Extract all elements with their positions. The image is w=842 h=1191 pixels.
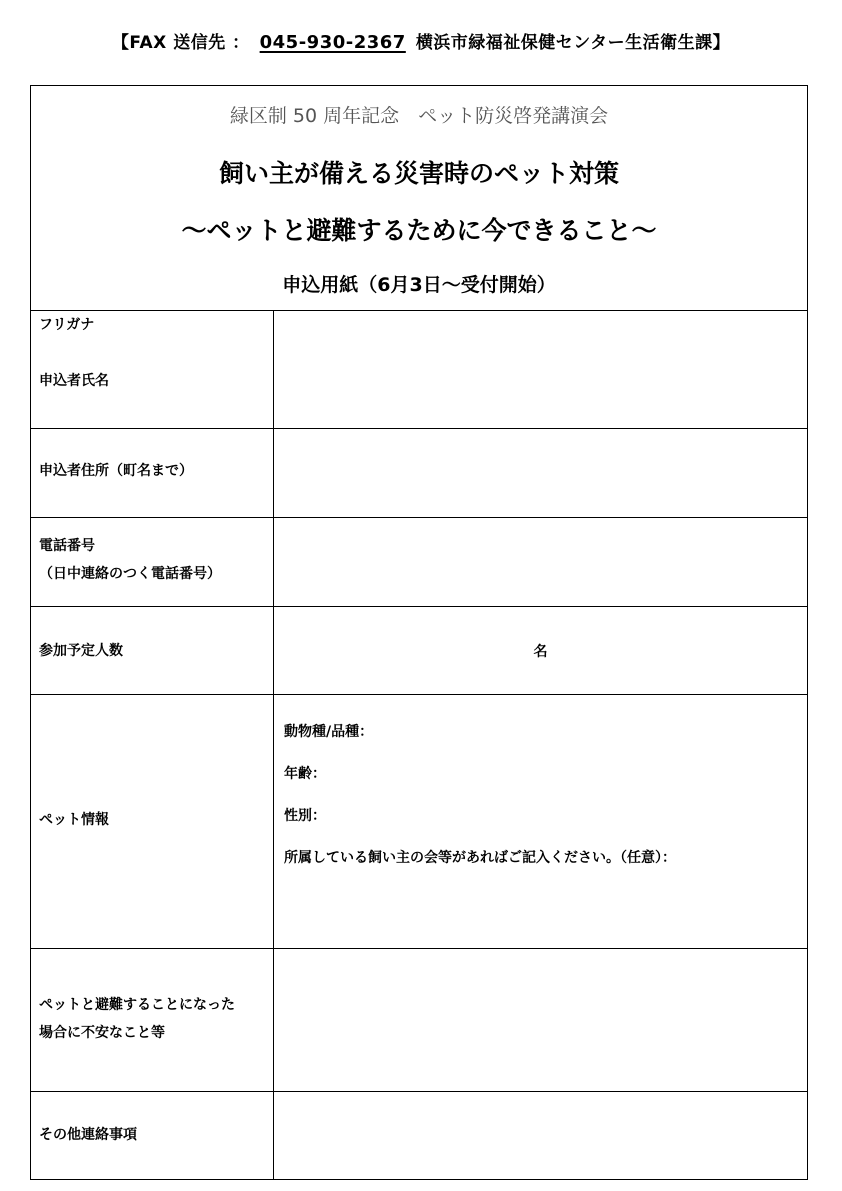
pet-club-label: 所属している飼い主の会等があればご記入ください。（任意）： <box>284 850 676 866</box>
event-subtitle: 緑区制 50 周年記念 ペット防災啓発講演会 <box>229 105 609 127</box>
other-row <box>31 1092 807 1179</box>
concerns-label-line2: 場合に不安なこと等 <box>39 1025 165 1041</box>
pet-info-row <box>31 695 807 949</box>
pet-age-label: 年齢： <box>284 766 326 782</box>
furigana-label: フリガナ <box>39 317 95 333</box>
applicant-name-label: 申込者氏名 <box>39 373 109 389</box>
fax-recipient: 横浜市緑福祉保健センター生活衛生課】 <box>415 33 731 53</box>
phone-field[interactable] <box>274 518 807 606</box>
fax-destination-header <box>0 28 842 53</box>
other-field[interactable] <box>274 1092 807 1179</box>
fax-number: 045-930-2367 <box>259 32 406 53</box>
name-label-cell <box>31 311 274 428</box>
phone-label: 電話番号 <box>39 538 95 554</box>
fax-prefix: 【FAX 送信先 ： <box>111 33 250 53</box>
concerns-row <box>31 949 807 1092</box>
attendees-label: 参加予定人数 <box>39 643 123 659</box>
attendees-field[interactable] <box>274 607 807 694</box>
lecture-title: 飼い主が備える災害時のペット対策 <box>218 159 619 188</box>
phone-row <box>31 518 807 607</box>
concerns-label: ペットと避難することになった <box>39 997 235 1013</box>
pet-species-label: 動物種/品種： <box>284 724 374 740</box>
pet-info-field[interactable] <box>274 695 807 948</box>
title-section <box>31 86 807 311</box>
address-label: 申込者住所（町名まで） <box>39 463 193 479</box>
attendees-label-cell <box>31 607 274 694</box>
address-field[interactable] <box>274 429 807 517</box>
pet-sex-label: 性別： <box>284 808 326 824</box>
form-type-heading: 申込用紙（6月3日～受付開始） <box>282 274 556 296</box>
concerns-field[interactable] <box>274 949 807 1091</box>
other-label-cell <box>31 1092 274 1179</box>
application-form <box>30 85 808 1180</box>
applicant-name-field[interactable] <box>274 311 807 428</box>
name-row <box>31 311 807 429</box>
attendees-row <box>31 607 807 695</box>
attendees-unit: 名 <box>533 644 548 660</box>
concerns-label-cell <box>31 949 274 1091</box>
pet-info-label: ペット情報 <box>39 812 109 828</box>
phone-label-cell <box>31 518 274 606</box>
lecture-subtitle: ～ペットと避難するために今できること～ <box>181 216 657 245</box>
address-row <box>31 429 807 518</box>
pet-info-label-cell <box>31 695 274 948</box>
address-label-cell <box>31 429 274 517</box>
other-label: その他連絡事項 <box>39 1127 137 1143</box>
phone-note-label: （日中連絡のつく電話番号） <box>39 566 221 582</box>
